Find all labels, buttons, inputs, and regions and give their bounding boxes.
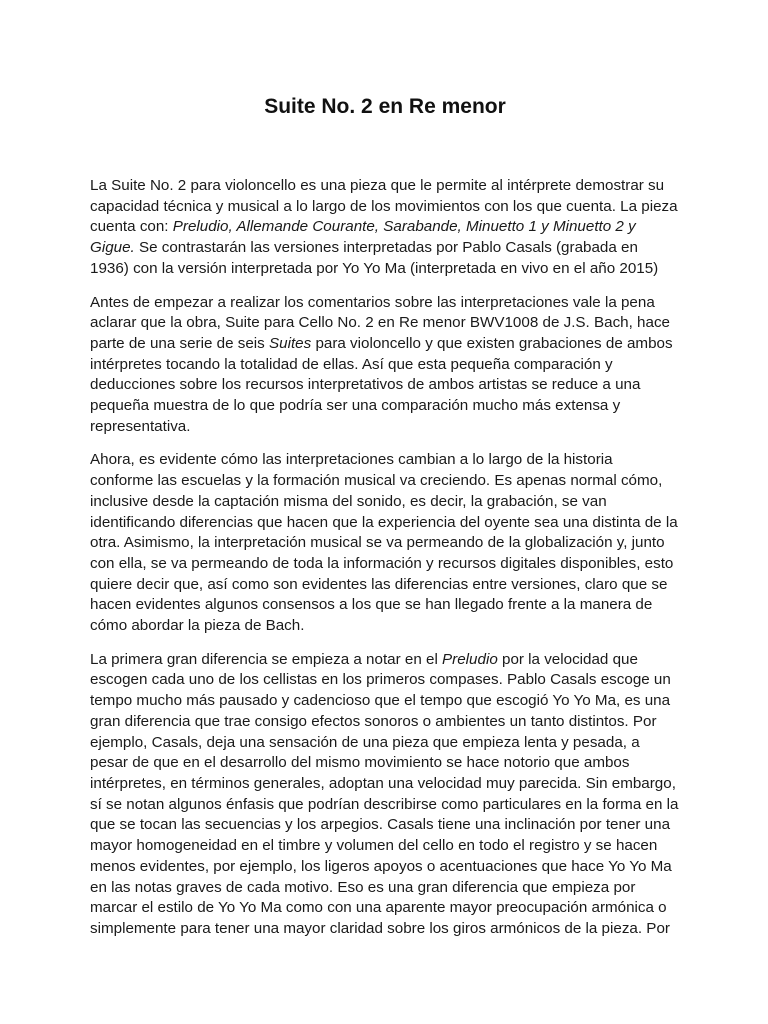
paragraph-4: [90, 650, 680, 940]
paragraph-1-text-c: Se contrastarán las versiones interpretadas por Pablo Casals (grabada en 1936) con la versión interpretada por Yo Yo Ma (interpretada en vivo en el año 2015): [90, 239, 659, 277]
paragraph-2-text-c: para violoncello y que existen grabaciones de ambos intérpretes tocando la totalidad de ellas. Así que esta pequeña comparación y deducciones sobre los recursos interpretativos de ambos artistas se reduce a una pequeña muestra de lo que podría ser una comparación mucho más extensa y representativa.: [90, 334, 673, 435]
document-body: [90, 176, 680, 940]
document-page: [90, 92, 680, 953]
paragraph-4-text-a: La primera gran diferencia se empieza a notar en el: [90, 650, 443, 668]
document-title: Suite No. 2 en Re menor: [264, 95, 506, 118]
paragraph-4-preludio-italic: Preludio: [442, 650, 498, 668]
paragraph-1-movements-italic: Preludio, Allemande Courante, Sarabande, Minuetto 1 y Minuetto 2 y Gigue.: [90, 218, 636, 257]
paragraph-2-suites-italic: Suites: [269, 334, 312, 352]
paragraph-4-text-c: por la velocidad que escogen cada uno de los cellistas en los primeros compases. Pablo Casals escoge un tempo mucho más pausado y cadencioso que el tempo que escogió Yo Yo Ma, es una gran diferencia que trae consigo efectos sonoros o ambientes un tanto distintos. Por ejemplo, Casals, deja una sensación de una pieza que empieza lenta y pesada, a pesar de que en el desarrollo del mismo movimiento se hace notorio que ambos intérpretes, en términos generales, adoptan una velocidad muy parecida. Sin embargo, sí se notan algunos énfasis que podrían describirse como particulares en la forma en la que se tocan las secuencias y los arpegios. Casals tiene una inclinación por tener una mayor homogeneidad en el timbre y volumen del cello en todo el registro y se hacen menos evidentes, por ejemplo, los ligeros apoyos o acentuaciones que hace Yo Yo Ma en las notas graves de cada motivo. Eso es una gran diferencia que empieza por marcar el estilo de Yo Yo Ma como con una aparente mayor preocupación armónica o simplemente para tener una mayor claridad sobre los giros armónicos de la pieza. Por: [90, 650, 679, 937]
paragraph-1-text-a: La Suite No. 2 para violoncello es una pieza que le permite al intérprete demostrar su capacidad técnica y musical a lo largo de los movimientos con los que cuenta. La pieza cuenta con:: [90, 177, 678, 236]
paragraph-2: [90, 293, 680, 438]
paragraph-2-text-a: Antes de empezar a realizar los comentarios sobre las interpretaciones vale la pena aclarar que la obra, Suite para Cello No. 2 en Re menor BWV1008 de J.S. Bach, hace parte de una serie de seis: [90, 293, 670, 352]
paragraph-3: Ahora, es evidente cómo las interpretaciones cambian a lo largo de la historia conforme las escuelas y la formación musical va creciendo. Es apenas normal cómo, inclusive desde la captación misma del sonido, es decir, la grabación, se van identificando diferencias que hacen que la experiencia del oyente sea una distinta de la otra. Asimismo, la interpretación musical se va permeando de la globalización y, junto con ella, se va permeando de toda la información y recursos digitales disponibles, esto quiere decir que, así como son evidentes las diferencias entre versiones, claro que se hacen evidentes algunos consensos a los que se han llegado frente a la manera de cómo abordar la pieza de Bach.: [90, 451, 678, 635]
paragraph-1: [90, 176, 680, 280]
